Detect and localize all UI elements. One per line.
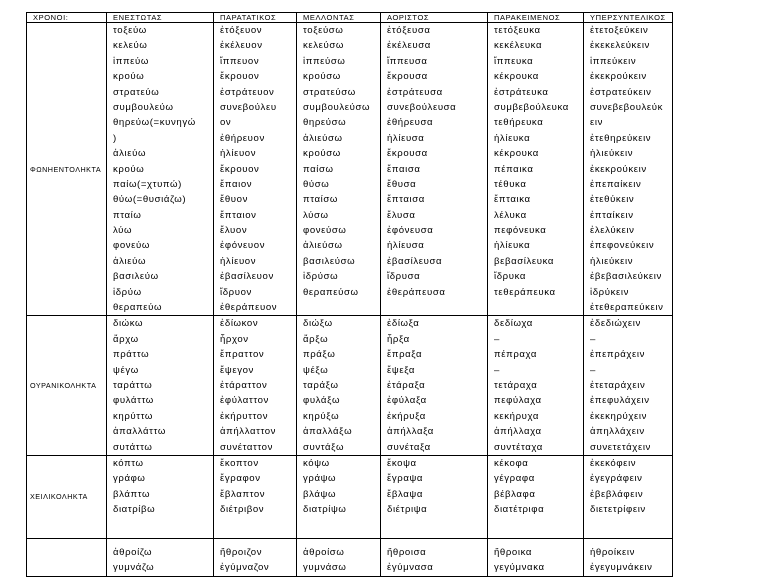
- verb-form: γέγραφα: [494, 473, 535, 485]
- verb-form: παίσω: [303, 163, 334, 175]
- verb-form: ἀλιεύω: [113, 148, 147, 160]
- verb-form: γράφω: [113, 473, 146, 485]
- verb-form: ἐβασίλευον: [220, 271, 274, 283]
- verb-form: –: [590, 333, 596, 345]
- verb-form: ἔκοπτον: [220, 457, 259, 469]
- verb-form: ἱππεύσω: [303, 55, 346, 67]
- verb-form: ταράττω: [113, 379, 153, 391]
- verb-form: ἀπήλλαχα: [494, 426, 542, 438]
- verb-form: λύω: [113, 225, 133, 237]
- verb-form: φονεύσω: [303, 225, 347, 237]
- tense-cell-pluperfect: [584, 23, 673, 316]
- verb-form: παίω(=χτυπώ): [113, 178, 182, 190]
- verb-form: ἵδρυον: [220, 286, 252, 298]
- verb-form: πέπραχα: [494, 349, 538, 361]
- verb-form: τοξεύσω: [303, 25, 344, 36]
- verb-form: διώξω: [303, 318, 333, 330]
- verb-form: θεραπεύσω: [303, 286, 359, 298]
- tense-cell-aorist: [381, 316, 488, 456]
- verb-form: πεφόνευκα: [494, 225, 547, 237]
- verb-form: ἐγεγυμνάκειν: [590, 562, 653, 574]
- verb-form: ἵδρυκα: [494, 271, 527, 283]
- verb-form: ἐφόνευον: [220, 240, 266, 252]
- verb-form: διέτριψα: [387, 504, 428, 516]
- tense-cell-present: [107, 23, 214, 316]
- verb-form: ἐτεταράχειν: [590, 379, 646, 391]
- verb-form: ἐβεβασιλεύκειν: [590, 271, 662, 283]
- verb-form: ἐθεράπευον: [220, 302, 278, 314]
- verb-form: φονεύω: [113, 240, 150, 252]
- verb-form: θύσω: [303, 178, 330, 190]
- verb-form: φυλάττω: [113, 395, 154, 407]
- tense-cell-present: [107, 316, 214, 456]
- extra-verbs-group: [27, 538, 673, 576]
- verb-form: ἐγύμναζον: [220, 562, 270, 574]
- verb-form: ἐβεβλάφειν: [590, 488, 644, 500]
- verb-form: διατρίψω: [303, 504, 347, 516]
- tense-cell-imperfect: [214, 455, 297, 538]
- verb-form: συντάξω: [303, 441, 345, 453]
- tense-cell-aorist: [381, 23, 488, 316]
- verb-form: ἐφόνευσα: [387, 225, 434, 237]
- verb-form: συμβουλεύω: [113, 101, 174, 113]
- verb-form: διέτριβον: [220, 504, 265, 516]
- verb-form: διατέτριφα: [494, 504, 545, 516]
- verb-form: ἐτεθεραπεύκειν: [590, 302, 664, 314]
- header-tenses: ΧΡΟΝΟΙ:: [27, 13, 107, 23]
- verb-form: συμβεβούλευκα: [494, 101, 569, 113]
- verb-form: ἐστράτευκα: [494, 86, 549, 98]
- verb-form: ἐπεπράχειν: [590, 349, 646, 361]
- verb-form: ἐδίωκον: [220, 318, 259, 330]
- group-label: ΧΕΙΛΙΚΟΛΗΚΤΑ: [27, 455, 107, 538]
- verb-form: ἐτεθηρεύκειν: [590, 132, 652, 144]
- verb-form: ἐφύλαξα: [387, 395, 427, 407]
- verb-form: ἵππευκα: [494, 55, 534, 67]
- verb-form: βέβλαφα: [494, 488, 536, 500]
- verb-form: θηρεύω(=κυνηγώ: [113, 117, 196, 129]
- verb-form: συνεβεβουλεύκ: [590, 101, 664, 113]
- tense-cell-perfect: [488, 316, 584, 456]
- tense-cell-future: [297, 23, 381, 316]
- verb-form: ἔκρουον: [220, 71, 260, 83]
- verb-form: ἐστρατεύκειν: [590, 86, 652, 98]
- verb-form: ἐλελύκειν: [590, 225, 635, 237]
- verb-form: κόψω: [303, 457, 330, 469]
- group-label: [27, 538, 107, 576]
- verb-form: κρούσω: [303, 148, 341, 160]
- verb-form: ἡλίευον: [220, 255, 257, 267]
- verb-form: πράττω: [113, 349, 150, 361]
- verb-form: ἀθροίσω: [303, 546, 345, 558]
- verb-form: κελεύσω: [303, 40, 345, 52]
- verb-form: γράψω: [303, 473, 337, 485]
- verb-form: ἀπαλλάξω: [303, 426, 353, 438]
- verb-form: κέκοφα: [494, 457, 529, 469]
- verb-form: κρούσω: [303, 71, 341, 83]
- verb-form: κηρύξω: [303, 410, 340, 422]
- verb-form: ἔκρουον: [220, 163, 260, 175]
- verb-form: συνέταττον: [220, 441, 274, 453]
- verb-form: βασιλεύσω: [303, 255, 356, 267]
- verb-form: συντέταχα: [494, 441, 543, 453]
- verb-form: τετόξευκα: [494, 25, 541, 36]
- verb-form: ἔψεξα: [387, 364, 415, 376]
- verb-form: ἡλιεύκειν: [590, 255, 634, 267]
- verb-form: ἔπαισα: [387, 163, 421, 175]
- verb-form: ἐτάραττον: [220, 379, 268, 391]
- verb-form: ἵππευον: [220, 55, 260, 67]
- verb-form: ἐπεφονεύκειν: [590, 240, 655, 252]
- verb-form: τετάραχα: [494, 379, 538, 391]
- verb-form: συνέταξα: [387, 441, 431, 453]
- verb-form: φυλάξω: [303, 395, 341, 407]
- verb-form: ἀπήλλαττον: [220, 426, 277, 438]
- verb-form: ἐτόξευον: [220, 25, 263, 36]
- verb-form: ἐκήρυττον: [220, 410, 269, 422]
- verb-form: συμβουλεύσω: [303, 101, 371, 113]
- header-future: ΜΕΛΛΟΝΤΑΣ: [297, 13, 381, 23]
- verb-form: ἀπήλλαξα: [387, 426, 434, 438]
- tense-cell-future: [297, 455, 381, 538]
- verb-form: διετετρίφειν: [590, 504, 646, 516]
- header-imperfect: ΠΑΡΑΤΑΤΙΚΟΣ: [214, 13, 297, 23]
- verb-form: ἱδρύω: [113, 286, 142, 298]
- header-pluperfect: ΥΠΕΡΣΥΝΤΕΛΙΚΟΣ: [584, 13, 673, 23]
- verb-form: ἡλίευκα: [494, 132, 531, 144]
- verb-form: πταίσω: [303, 194, 338, 206]
- verb-form: ἡλίευον: [220, 148, 257, 160]
- verb-form: κελεύω: [113, 40, 148, 52]
- verb-form: κεκήρυχα: [494, 410, 540, 422]
- verb-form: ἐστράτευον: [220, 86, 275, 98]
- verb-form: ἔγραψα: [387, 473, 424, 485]
- tense-cell-imperfect: [214, 316, 297, 456]
- tense-cell-pluperfect: [584, 455, 673, 538]
- verb-form: ἔκρουσα: [387, 71, 428, 83]
- verb-form: ἔθυσα: [387, 178, 417, 190]
- verb-form: ἐδίωξα: [387, 318, 420, 330]
- verb-form: ἐθήρευον: [220, 132, 265, 144]
- tense-cell-present: [107, 455, 214, 538]
- verb-form: ἤθροικα: [494, 546, 533, 558]
- verb-form: πεφύλαχα: [494, 395, 542, 407]
- tense-cell-pluperfect: [584, 538, 673, 576]
- verb-form: ἔγραφον: [220, 473, 261, 485]
- verb-form: κόπτω: [113, 457, 144, 469]
- header-aorist: ΑΟΡΙΣΤΟΣ: [381, 13, 488, 23]
- verb-form: ἐκεκρούκειν: [590, 71, 647, 83]
- verb-form: ἱππεύκειν: [590, 55, 637, 67]
- verb-form: ἄρξω: [303, 333, 329, 345]
- verb-form: θηρεύσω: [303, 117, 347, 129]
- verb-form: ἐπεπαίκειν: [590, 178, 642, 190]
- verb-form: συνετετάχειν: [590, 441, 651, 453]
- verb-form: ἔπταιον: [220, 209, 257, 221]
- header-perfect: ΠΑΡΑΚΕΙΜΕΝΟΣ: [488, 13, 584, 23]
- verb-form: ἔλυσα: [387, 209, 416, 221]
- verb-form: ἐκέλευον: [220, 40, 263, 52]
- verb-form: τεθεράπευκα: [494, 286, 556, 298]
- verb-form: πέπαικα: [494, 163, 534, 175]
- verb-form: διατρίβω: [113, 504, 156, 516]
- verb-form: ἔπταικα: [494, 194, 531, 206]
- verb-form: –: [590, 364, 596, 376]
- verb-form: τεθήρευκα: [494, 117, 544, 129]
- verb-form: ἔπαιον: [220, 178, 253, 190]
- verb-form: ἔπραξα: [387, 349, 423, 361]
- verb-form: ): [113, 132, 117, 144]
- verb-form: ἔπταισα: [387, 194, 425, 206]
- verb-form: τοξεύω: [113, 25, 147, 36]
- verb-form: ἱδρύσω: [303, 271, 339, 283]
- verb-form: ἠθροίκειν: [590, 546, 635, 558]
- tense-cell-imperfect: [214, 23, 297, 316]
- header-row: [27, 13, 673, 23]
- verb-form: ἐκεκόφειν: [590, 457, 637, 469]
- verb-form: –: [494, 333, 500, 345]
- verb-form: ἐδεδιώχειν: [590, 318, 641, 330]
- tense-cell-perfect: [488, 538, 584, 576]
- verb-form: ἡλίευσα: [387, 132, 425, 144]
- verb-form: ἔκοψα: [387, 457, 417, 469]
- verb-form: γυμνάζω: [113, 562, 155, 574]
- verb-form: ἀλιεύσω: [303, 240, 343, 252]
- tense-cell-aorist: [381, 538, 488, 576]
- verb-form: –: [494, 364, 500, 376]
- verb-form: λύσω: [303, 209, 329, 221]
- verb-form: ἡλίευκα: [494, 240, 531, 252]
- verb-form: ἐθήρευσα: [387, 117, 434, 129]
- tense-cell-future: [297, 316, 381, 456]
- verb-form: ἦρχον: [220, 333, 249, 345]
- verb-form: ἡλιεύκειν: [590, 148, 634, 160]
- verb-form: ἐπεφυλάχειν: [590, 395, 650, 407]
- verb-form: ἐπταίκειν: [590, 209, 634, 221]
- verb-form: ἐφύλαττον: [220, 395, 269, 407]
- verb-form: ἐβασίλευσα: [387, 255, 443, 267]
- verb-form: ἐγύμνασα: [387, 562, 434, 574]
- verb-form: ἔπραττον: [220, 349, 265, 361]
- verb-form: ἔλυον: [220, 225, 248, 237]
- verb-form: ἡλίευσα: [387, 240, 425, 252]
- header-present: ΕΝΕΣΤΩΤΑΣ: [107, 13, 214, 23]
- verb-form: ον: [220, 117, 232, 129]
- verb-form: κέκρουκα: [494, 148, 539, 160]
- labial-stem-group: [27, 455, 673, 538]
- tense-cell-future: [297, 538, 381, 576]
- verb-form: ἐθεράπευσα: [387, 286, 446, 298]
- verb-form: ἐτάραξα: [387, 379, 426, 391]
- verb-form: ἦρξα: [387, 333, 410, 345]
- verb-form: δεδίωχα: [494, 318, 533, 330]
- verb-form: κρούω: [113, 71, 145, 83]
- verb-form: συνεβούλευ: [220, 101, 277, 113]
- verb-form: λέλυκα: [494, 209, 527, 221]
- verb-form: ἱδρύκειν: [590, 286, 629, 298]
- verb-form: βεβασίλευκα: [494, 255, 555, 267]
- verb-form: ἔψεγον: [220, 364, 254, 376]
- verb-form: ἐτόξευσα: [387, 25, 431, 36]
- verb-form: βλάψω: [303, 488, 337, 500]
- verb-form: διώκω: [113, 318, 144, 330]
- verb-form: ἵδρυσα: [387, 271, 421, 283]
- tense-cell-aorist: [381, 455, 488, 538]
- tense-cell-perfect: [488, 455, 584, 538]
- verb-form: κέκρουκα: [494, 71, 539, 83]
- verb-form: θύω(=θυσιάζω): [113, 194, 187, 206]
- verb-form: ψέγω: [113, 364, 139, 376]
- verb-form: ἀλιεύω: [113, 255, 147, 267]
- verb-form: ἐστράτευσα: [387, 86, 443, 98]
- verb-form: ἐτεθύκειν: [590, 194, 635, 206]
- verb-form: ψέξω: [303, 364, 329, 376]
- verb-form: ειν: [590, 117, 604, 129]
- verb-form: ἐτετοξεύκειν: [590, 25, 649, 36]
- verb-form: γυμνάσω: [303, 562, 347, 574]
- verb-form: ἐκεκρούκειν: [590, 163, 647, 175]
- verb-form: συτάττω: [113, 441, 153, 453]
- verb-form: ἐκεκηρύχειν: [590, 410, 648, 422]
- verb-form: τέθυκα: [494, 178, 527, 190]
- verb-form: ἔθυον: [220, 194, 248, 206]
- verb-form: ἄρχω: [113, 333, 139, 345]
- verb-form: βλάπτω: [113, 488, 151, 500]
- verb-form: ἔβλαψα: [387, 488, 423, 500]
- verb-form: ἀλιεύσω: [303, 132, 343, 144]
- verb-form: συνεβούλευσα: [387, 101, 457, 113]
- verb-form: ἵππευσα: [387, 55, 428, 67]
- vowel-stem-group: [27, 23, 673, 316]
- verb-form: ἀπηλλάχειν: [590, 426, 645, 438]
- verb-tenses-table: [26, 12, 673, 577]
- group-label: ΦΩΝΗΕΝΤΟΛΗΚΤΑ: [27, 23, 107, 316]
- verb-form: κρούω: [113, 163, 145, 175]
- group-label: ΟΥΡΑΝΙΚΟΛΗΚΤΑ: [27, 316, 107, 456]
- verb-form: ἀθροίζω: [113, 546, 153, 558]
- verb-form: στρατεύω: [113, 86, 160, 98]
- verb-form: ἤθροιζον: [220, 546, 263, 558]
- tense-cell-pluperfect: [584, 316, 673, 456]
- verb-form: ἤθροισα: [387, 546, 427, 558]
- verb-form: πράξω: [303, 349, 336, 361]
- verb-form: ἐκέλευσα: [387, 40, 431, 52]
- velar-stem-group: [27, 316, 673, 456]
- verb-form: στρατεύσω: [303, 86, 356, 98]
- tense-cell-imperfect: [214, 538, 297, 576]
- tense-cell-present: [107, 538, 214, 576]
- verb-form: ἐκήρυξα: [387, 410, 426, 422]
- verb-form: βασιλεύω: [113, 271, 159, 283]
- verb-form: ἔβλαπτον: [220, 488, 266, 500]
- verb-form: κηρύττω: [113, 410, 153, 422]
- verb-form: θεραπεύω: [113, 302, 163, 314]
- verb-form: ἔκρουσα: [387, 148, 428, 160]
- verb-form: ἐγεγράφειν: [590, 473, 643, 485]
- verb-form: πταίω: [113, 209, 142, 221]
- verb-form: κεκέλευκα: [494, 40, 543, 52]
- tense-cell-perfect: [488, 23, 584, 316]
- verb-form: ἱππεύω: [113, 55, 149, 67]
- verb-form: ἀπαλλάττω: [113, 426, 166, 438]
- verb-form: γεγύμνακα: [494, 562, 545, 574]
- verb-form: ἐκεκελεύκειν: [590, 40, 650, 52]
- verb-form: ταράξω: [303, 379, 339, 391]
